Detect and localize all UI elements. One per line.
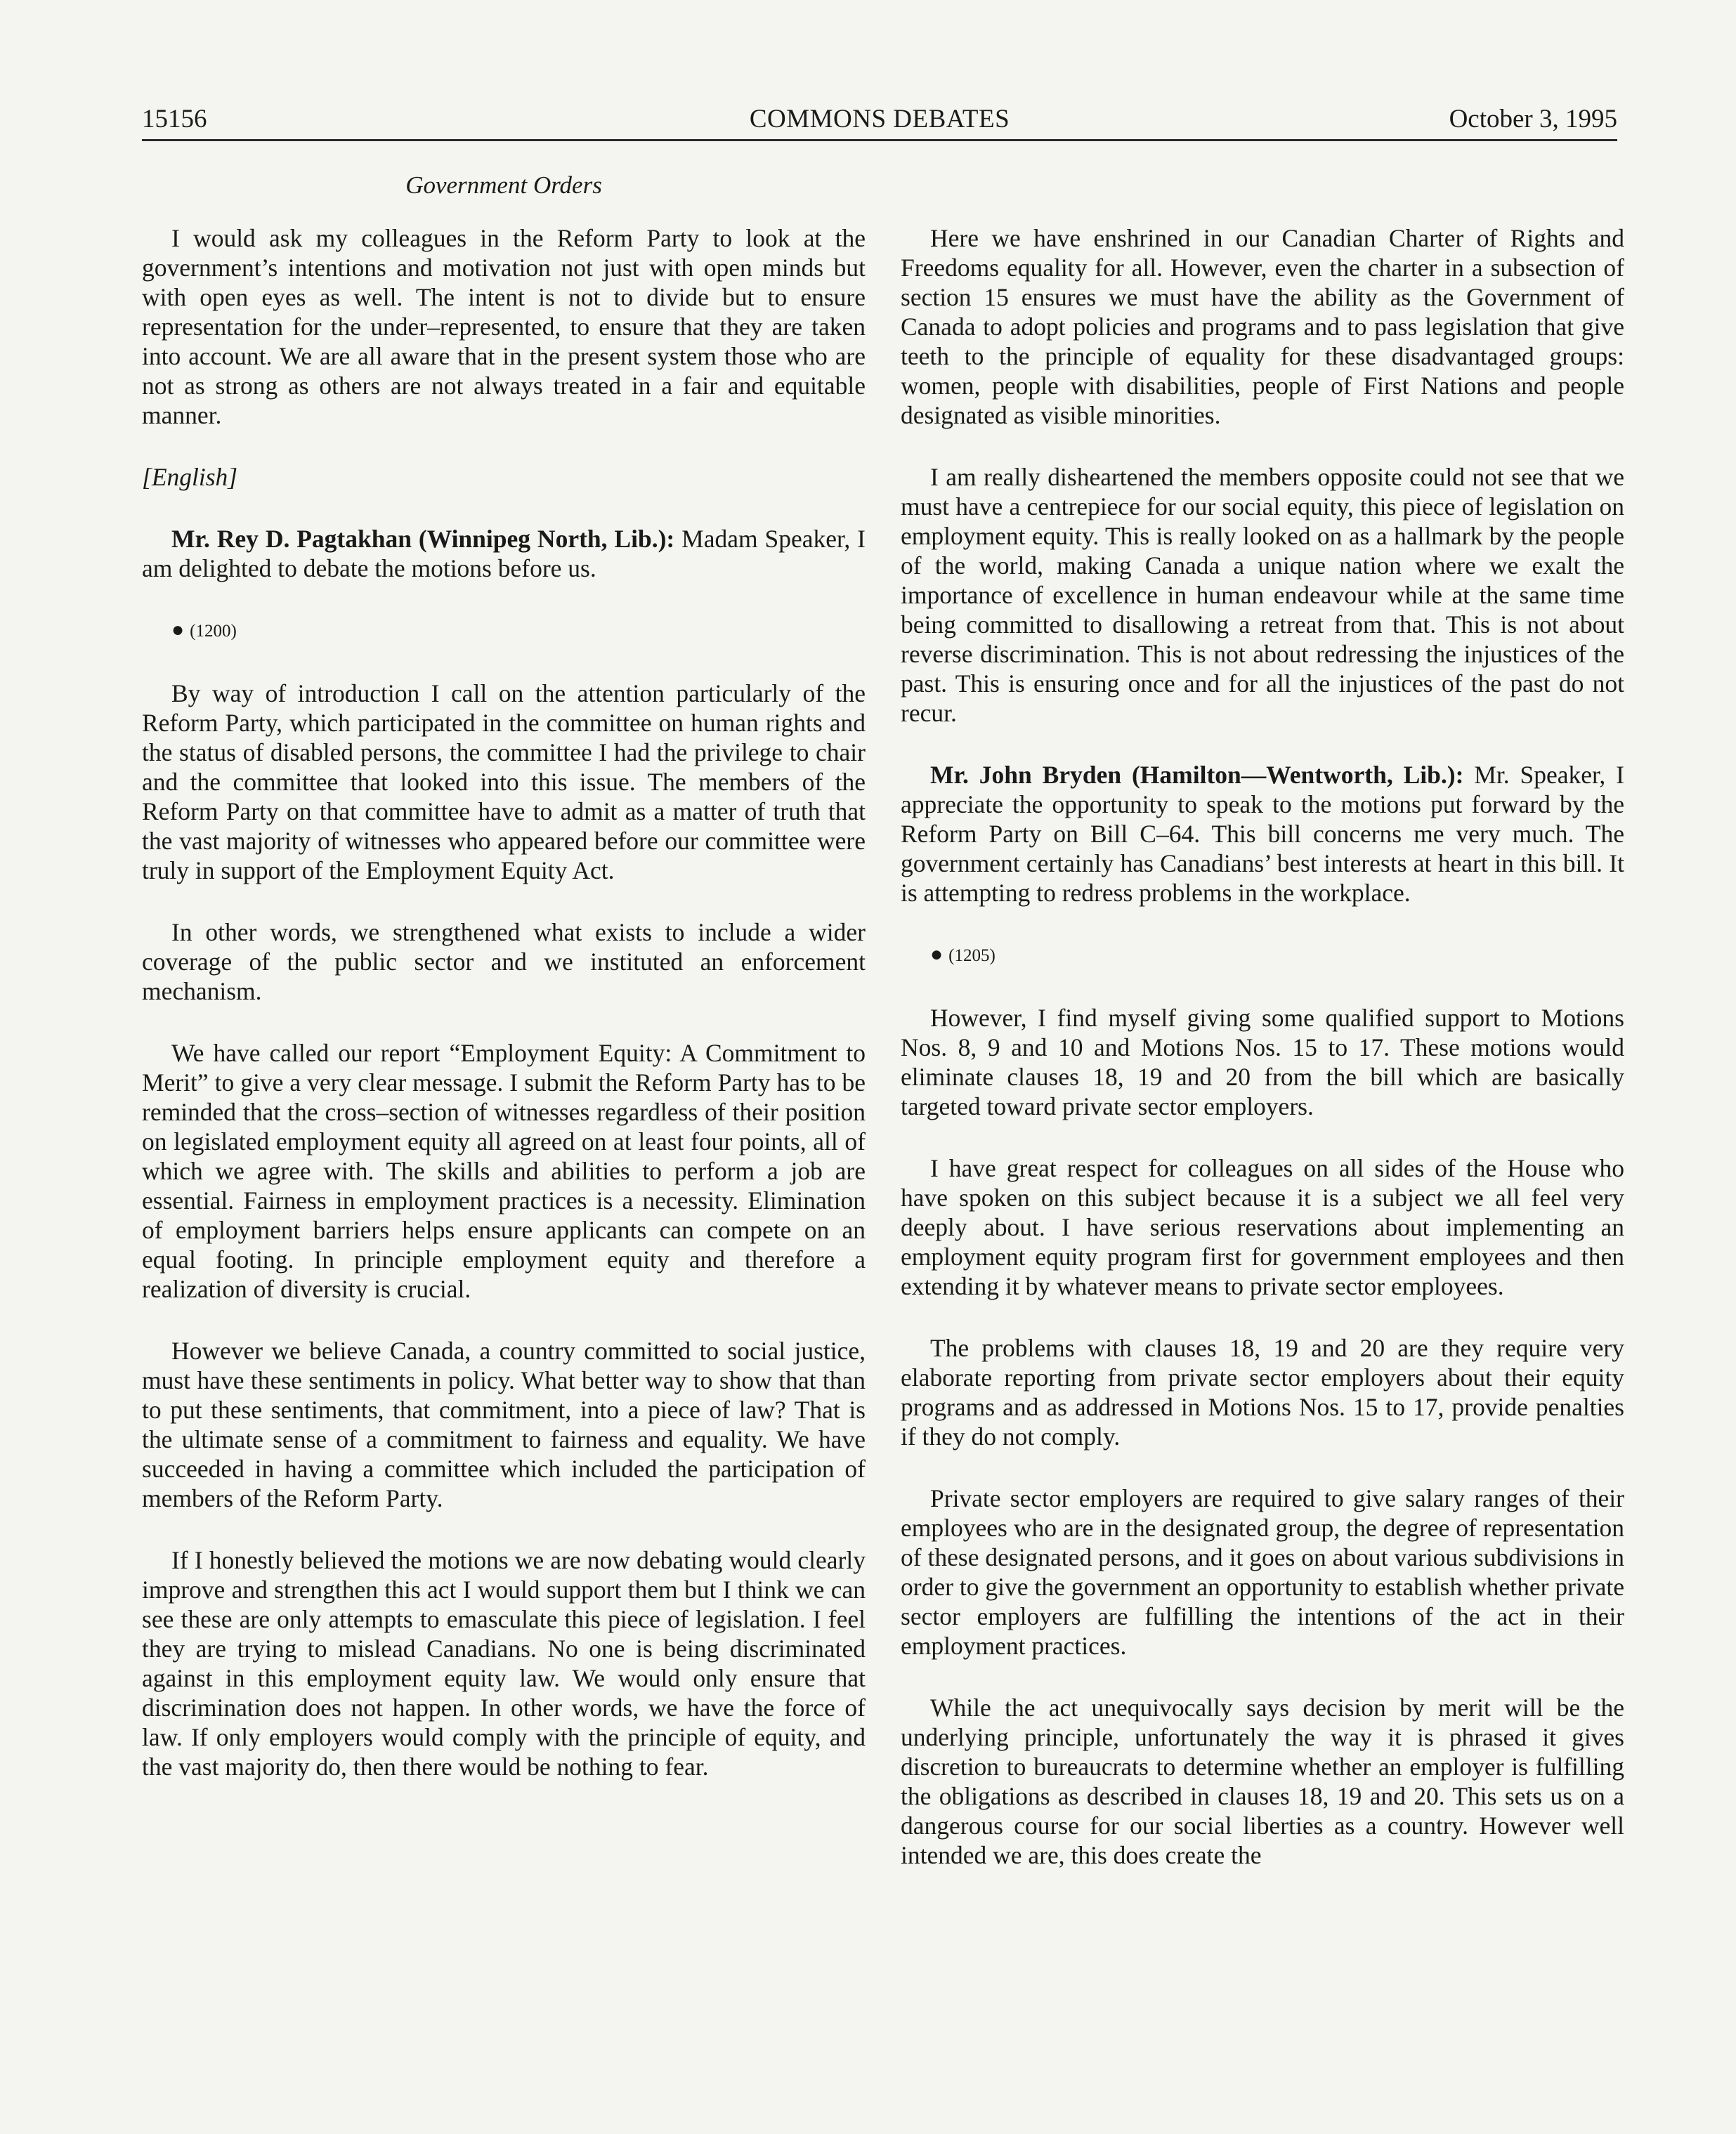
paragraph: We have called our report “Employment Equity: A Commitment to Merit” to give a very clear message. I submit the Reform Party has to be reminded that the cross–section of witnesses regardless of their position on legislated employment equity all agreed on at least four points, all of which we agree with. The skills and abilities to perform a job are essential. Fairness in employment practices is a necessity. Elimination of employment barriers helps ensure applicants can compete on an equal footing. In principle employment equity and therefore a realization of diversity is crucial. xyxy=(142,1039,866,1303)
language-note xyxy=(142,462,866,492)
paragraph: The problems with clauses 18, 19 and 20 are they require very elaborate reporting from private sector employers about their equity programs and as addressed in Motions Nos. 15 to 17, provide penalties if they do not comply. xyxy=(901,1334,1624,1451)
bullet-icon: ● xyxy=(171,618,185,641)
speech-intro xyxy=(142,524,866,583)
speaker-name: Mr. John Bryden (Hamilton—Wentworth, Lib.): xyxy=(930,761,1464,789)
paragraph: However we believe Canada, a country committed to social justice, must have these sentiments in policy. What better way to show that than to put these sentiments, that commitment, into a piece of law? That is the ultimate sense of a commitment to fairness and equality. We have succeeded in having a committee which included the participation of members of the Reform Party. xyxy=(142,1337,866,1512)
paragraph: I am really disheartened the members opposite could not see that we must have a centrepiece for our social equity, this piece of legislation on employment equity. This is really looked on as a hallmark by the people of the world, making Canada a unique nation where we exalt the importance of excellence in human endeavour while at the same time being committed to disallowing a retreat from that. This is not about reverse discrimination. This is not about redressing the injustices of the past. This is ensuring once and for all the injustices of the past do not recur. xyxy=(901,463,1624,727)
paragraph: In other words, we strengthened what exists to include a wider coverage of the public sector and we instituted an enforcement mechanism. xyxy=(142,918,866,1005)
paragraph: Private sector employers are required to give salary ranges of their employees who are in the designated group, the degree of representation of these designated persons, and it goes on about various subdivisions in order to give the government an opportunity to establish whether private sector employers are fulfilling the intentions of the act in their employment practices. xyxy=(901,1484,1624,1660)
time-marker-text: (1205) xyxy=(948,946,996,965)
page-number: 15156 xyxy=(142,105,207,133)
bullet-icon: ● xyxy=(930,943,944,966)
paragraph: I would ask my colleagues in the Reform Party to look at the government’s intentions and motivation not just with open minds but with open eyes as well. The intent is not to divide but to ensure representation for the under–represented, to ensure that they are taken into account. We are all aware that in the present system those who are not as strong as others are not always treated in a fair and equitable manner. xyxy=(142,224,866,429)
paragraph: However, I find myself giving some qualified support to Motions Nos. 8, 9 and 10 and Motions Nos. 15 to 17. These motions would eliminate clauses 18, 19 and 20 from the bill which are basically targeted toward private sector employers. xyxy=(901,1004,1624,1120)
speech-text: Mr. Speaker, I appreciate the opportunity to speak to the motions put forward by the Reform Party on Bill C–64. This bill concerns me very much. The government certainly has Canadians’ best interests at heart in this bill. It is attempting to redress problems in the workplace. xyxy=(901,761,1624,907)
paragraph: If I honestly believed the motions we are now debating would clearly improve and strengthen this act I would support them but I think we can see these are only attempts to emasculate this piece of legislation. I feel they are trying to mislead Canadians. No one is being discriminated against in this employment equity law. We would only ensure that discrimination does not happen. In other words, we have the force of law. If only employers would comply with the principle of equity, and the vast majority do, then there would be nothing to fear. xyxy=(142,1546,866,1781)
time-marker xyxy=(142,615,866,646)
paragraph: I have great respect for colleagues on all sides of the House who have spoken on this subject because it is a subject we all feel very deeply about. I have serious reservations about implementing an employment equity program first for government employees and then extending it by whatever means to private sector employees. xyxy=(901,1154,1624,1300)
right-column xyxy=(901,223,1624,1902)
language-note-text: [English] xyxy=(142,463,238,491)
paragraph: By way of introduction I call on the attention particularly of the Reform Party, which participated in the committee on human rights and the status of disabled persons, the committee I had the privilege to chair and the committee that looked into this issue. The members of the Reform Party on that committee have to admit as a matter of truth that the vast majority of witnesses who appeared before our committee were truly in support of the Employment Equity Act. xyxy=(142,679,866,884)
speaker-name: Mr. Rey D. Pagtakhan (Winnipeg North, Lib.): xyxy=(171,525,675,553)
publication-date: October 3, 1995 xyxy=(1449,105,1617,133)
publication-title: COMMONS DEBATES xyxy=(749,105,1010,133)
time-marker-text: (1200) xyxy=(190,622,237,641)
header-rule xyxy=(142,139,1617,141)
speech-text: Madam Speaker, I am delighted to debate the motions before us. xyxy=(142,525,866,582)
left-column xyxy=(142,223,866,1814)
page-header xyxy=(142,104,1617,139)
section-title: Government Orders xyxy=(405,171,602,199)
time-marker xyxy=(901,940,1624,971)
paragraph: While the act unequivocally says decision by merit will be the underlying principle, unfortunately the way it is phrased it gives discretion to bureaucrats to determine whether an employer is fulfilling the obligations as described in clauses 18, 19 and 20. This sets us on a dangerous course for our social liberties as a country. However well intended we are, this does create the xyxy=(901,1694,1624,1869)
paragraph: Here we have enshrined in our Canadian Charter of Rights and Freedoms equality for all. However, even the charter in a subsection of section 15 ensures we must have the ability as the Government of Canada to adopt policies and programs and to pass legislation that give teeth to the principle of equality for these disadvantaged groups: women, people with disabilities, people of First Nations and people designated as visible minorities. xyxy=(901,224,1624,429)
speech-intro xyxy=(901,760,1624,908)
